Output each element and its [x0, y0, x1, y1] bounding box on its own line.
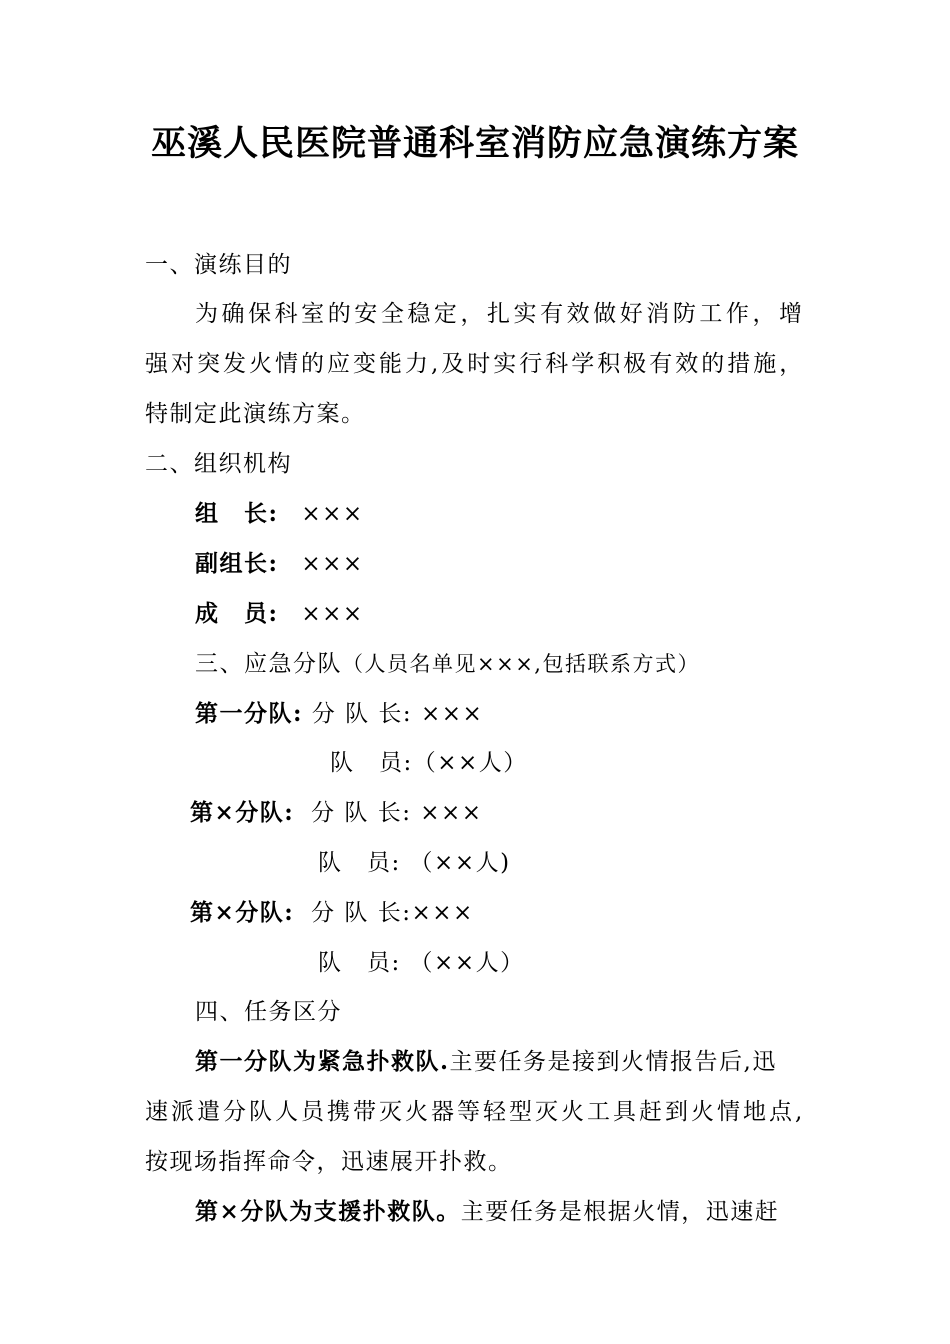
role-value: ××× [301, 601, 364, 627]
team-row [195, 699, 483, 729]
team-row [190, 898, 474, 928]
section-heading-purpose: 一、演练目的 [145, 252, 292, 278]
role-row [195, 599, 364, 629]
team-members: 队 员:（××人） [330, 750, 528, 776]
team-members: 队 员: （××人） [318, 950, 525, 976]
role-row [195, 549, 364, 579]
team-name: 第一分队: [195, 700, 303, 727]
section-heading-emergency-teams-row [195, 649, 700, 679]
team-leader: 分 队 长: ××× [311, 701, 484, 727]
document-title: 巫溪人民医院普通科室消防应急演练方案 [150, 123, 799, 164]
paragraph-line: 特制定此演练方案。 [145, 401, 366, 427]
team-task-title: 第一分队为紧急扑救队. [195, 1048, 450, 1075]
paragraph-line [195, 1047, 777, 1077]
team-leader: 分 队 长: ××× [311, 800, 483, 826]
team-name: 第×分队: [190, 799, 295, 826]
paragraph-text: 主要任务是根据火情，迅速赶 [460, 1199, 780, 1225]
paragraph-line: 为确保科室的安全稳定，扎实有效做好消防工作，增 [195, 301, 805, 327]
team-members: 队 员: （××人) [318, 850, 511, 876]
section-heading-emergency-teams: 三、应急分队 [195, 651, 342, 677]
section-heading-organization: 二、组织机构 [145, 451, 292, 477]
team-list-note: （人员名单见×××,包括联系方式） [342, 652, 700, 676]
paragraph-text: 主要任务是接到火情报告后,迅 [449, 1049, 777, 1075]
team-name: 第×分队: [190, 899, 295, 926]
team-row [190, 798, 483, 828]
role-label: 成 员: [195, 600, 279, 627]
paragraph-line: 速派遣分队人员携带灭火器等轻型灭火工具赶到火情地点, [145, 1099, 806, 1125]
paragraph-line: 强对突发火情的应变能力,及时实行科学积极有效的措施， [145, 351, 806, 377]
section-heading-tasks: 四、任务区分 [195, 999, 342, 1025]
role-value: ××× [301, 501, 364, 527]
paragraph-line: 按现场指挥命令，迅速展开扑救。 [145, 1149, 513, 1175]
role-label: 副组长: [195, 550, 279, 577]
team-leader: 分 队 长:××× [311, 900, 474, 926]
role-label: 组 长: [195, 500, 279, 527]
role-row [195, 499, 364, 529]
role-value: ××× [301, 551, 364, 577]
paragraph-line [195, 1197, 779, 1227]
team-task-title: 第×分队为支援扑救队。 [195, 1198, 461, 1225]
